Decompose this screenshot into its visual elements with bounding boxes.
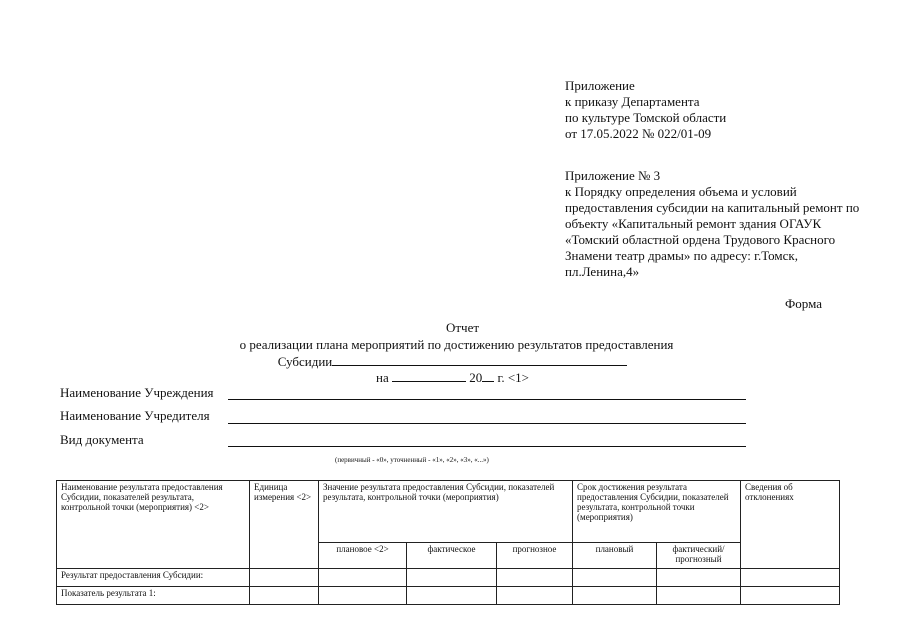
appendix-3-note: Приложение № 3 к Порядку определения объема и условий предоставления субсидии на капитальный ремонт по объекту «Капитальный ремонт здания ОГАУК «Томский областной ордена Трудового Красного Знамени театр драмы» по адресу: г.Томск, пл.Ленина,4» <box>565 168 860 279</box>
form-label: Форма <box>785 296 822 311</box>
table-cell[interactable] <box>497 569 573 587</box>
header-result-name: Наименование результата предоставления Субсидии, показателей результата, контрольной точки (мероприятия) <2> <box>57 481 250 569</box>
subheader-forecast: прогнозное <box>497 543 573 569</box>
appendix-main-note: Приложение к приказу Департамента по культуре Томской области от 17.05.2022 № 022/01-09 <box>565 78 727 141</box>
table-cell[interactable] <box>319 569 407 587</box>
date-line <box>0 369 905 386</box>
doc-type-blank[interactable] <box>228 446 746 447</box>
table-cell[interactable] <box>250 569 319 587</box>
table-cell[interactable] <box>657 569 741 587</box>
date-day-month-blank[interactable] <box>392 369 466 382</box>
report-title: Отчет <box>445 320 480 335</box>
table-cell[interactable] <box>657 587 741 605</box>
table-cell[interactable] <box>250 587 319 605</box>
date-suffix: г. <1> <box>497 370 529 385</box>
row-label: Результат предоставления Субсидии: <box>57 569 250 587</box>
header-deviations: Сведения об отклонениях <box>741 481 840 569</box>
subsidy-line <box>0 353 905 370</box>
date-year-prefix: 20 <box>469 370 483 385</box>
table-cell[interactable] <box>407 587 497 605</box>
table-row <box>57 569 840 587</box>
row-label: Показатель результата 1: <box>57 587 250 605</box>
institution-label: Наименование Учреждения <box>60 385 214 400</box>
table-cell[interactable] <box>741 569 840 587</box>
table-cell[interactable] <box>573 569 657 587</box>
subsidy-blank[interactable] <box>332 353 627 366</box>
subheader-actual-forecast-date: фактический/ прогнозный <box>657 543 741 569</box>
institution-blank[interactable] <box>228 399 746 400</box>
header-unit: Единица измерения <2> <box>250 481 319 569</box>
table-cell[interactable] <box>497 587 573 605</box>
date-prefix: на <box>375 370 389 385</box>
header-value: Значение результата предоставления Субсидии, показателей результата, контрольной точки (мероприятия) <box>319 481 573 543</box>
subsidy-prefix: Субсидии <box>277 354 333 369</box>
subheader-plan-date: плановый <box>573 543 657 569</box>
subheader-actual: фактическое <box>407 543 497 569</box>
subheader-planned: плановое <2> <box>319 543 407 569</box>
table-cell[interactable] <box>741 587 840 605</box>
table-row <box>57 587 840 605</box>
table-cell[interactable] <box>319 587 407 605</box>
table-cell[interactable] <box>573 587 657 605</box>
doc-type-label: Вид документа <box>60 432 144 447</box>
founder-blank[interactable] <box>228 423 746 424</box>
table-cell[interactable] <box>407 569 497 587</box>
report-table <box>56 480 840 605</box>
doc-type-hint: (первичный - «0», уточненный - «1», «2», «3», «...») <box>335 456 489 464</box>
date-year-blank[interactable] <box>482 369 494 382</box>
founder-label: Наименование Учредителя <box>60 408 210 423</box>
report-subtitle: о реализации плана мероприятий по достижению результатов предоставления <box>239 337 674 352</box>
header-deadline: Срок достижения результата предоставления Субсидии, показателей результата, контрольной точки (мероприятия) <box>573 481 741 543</box>
